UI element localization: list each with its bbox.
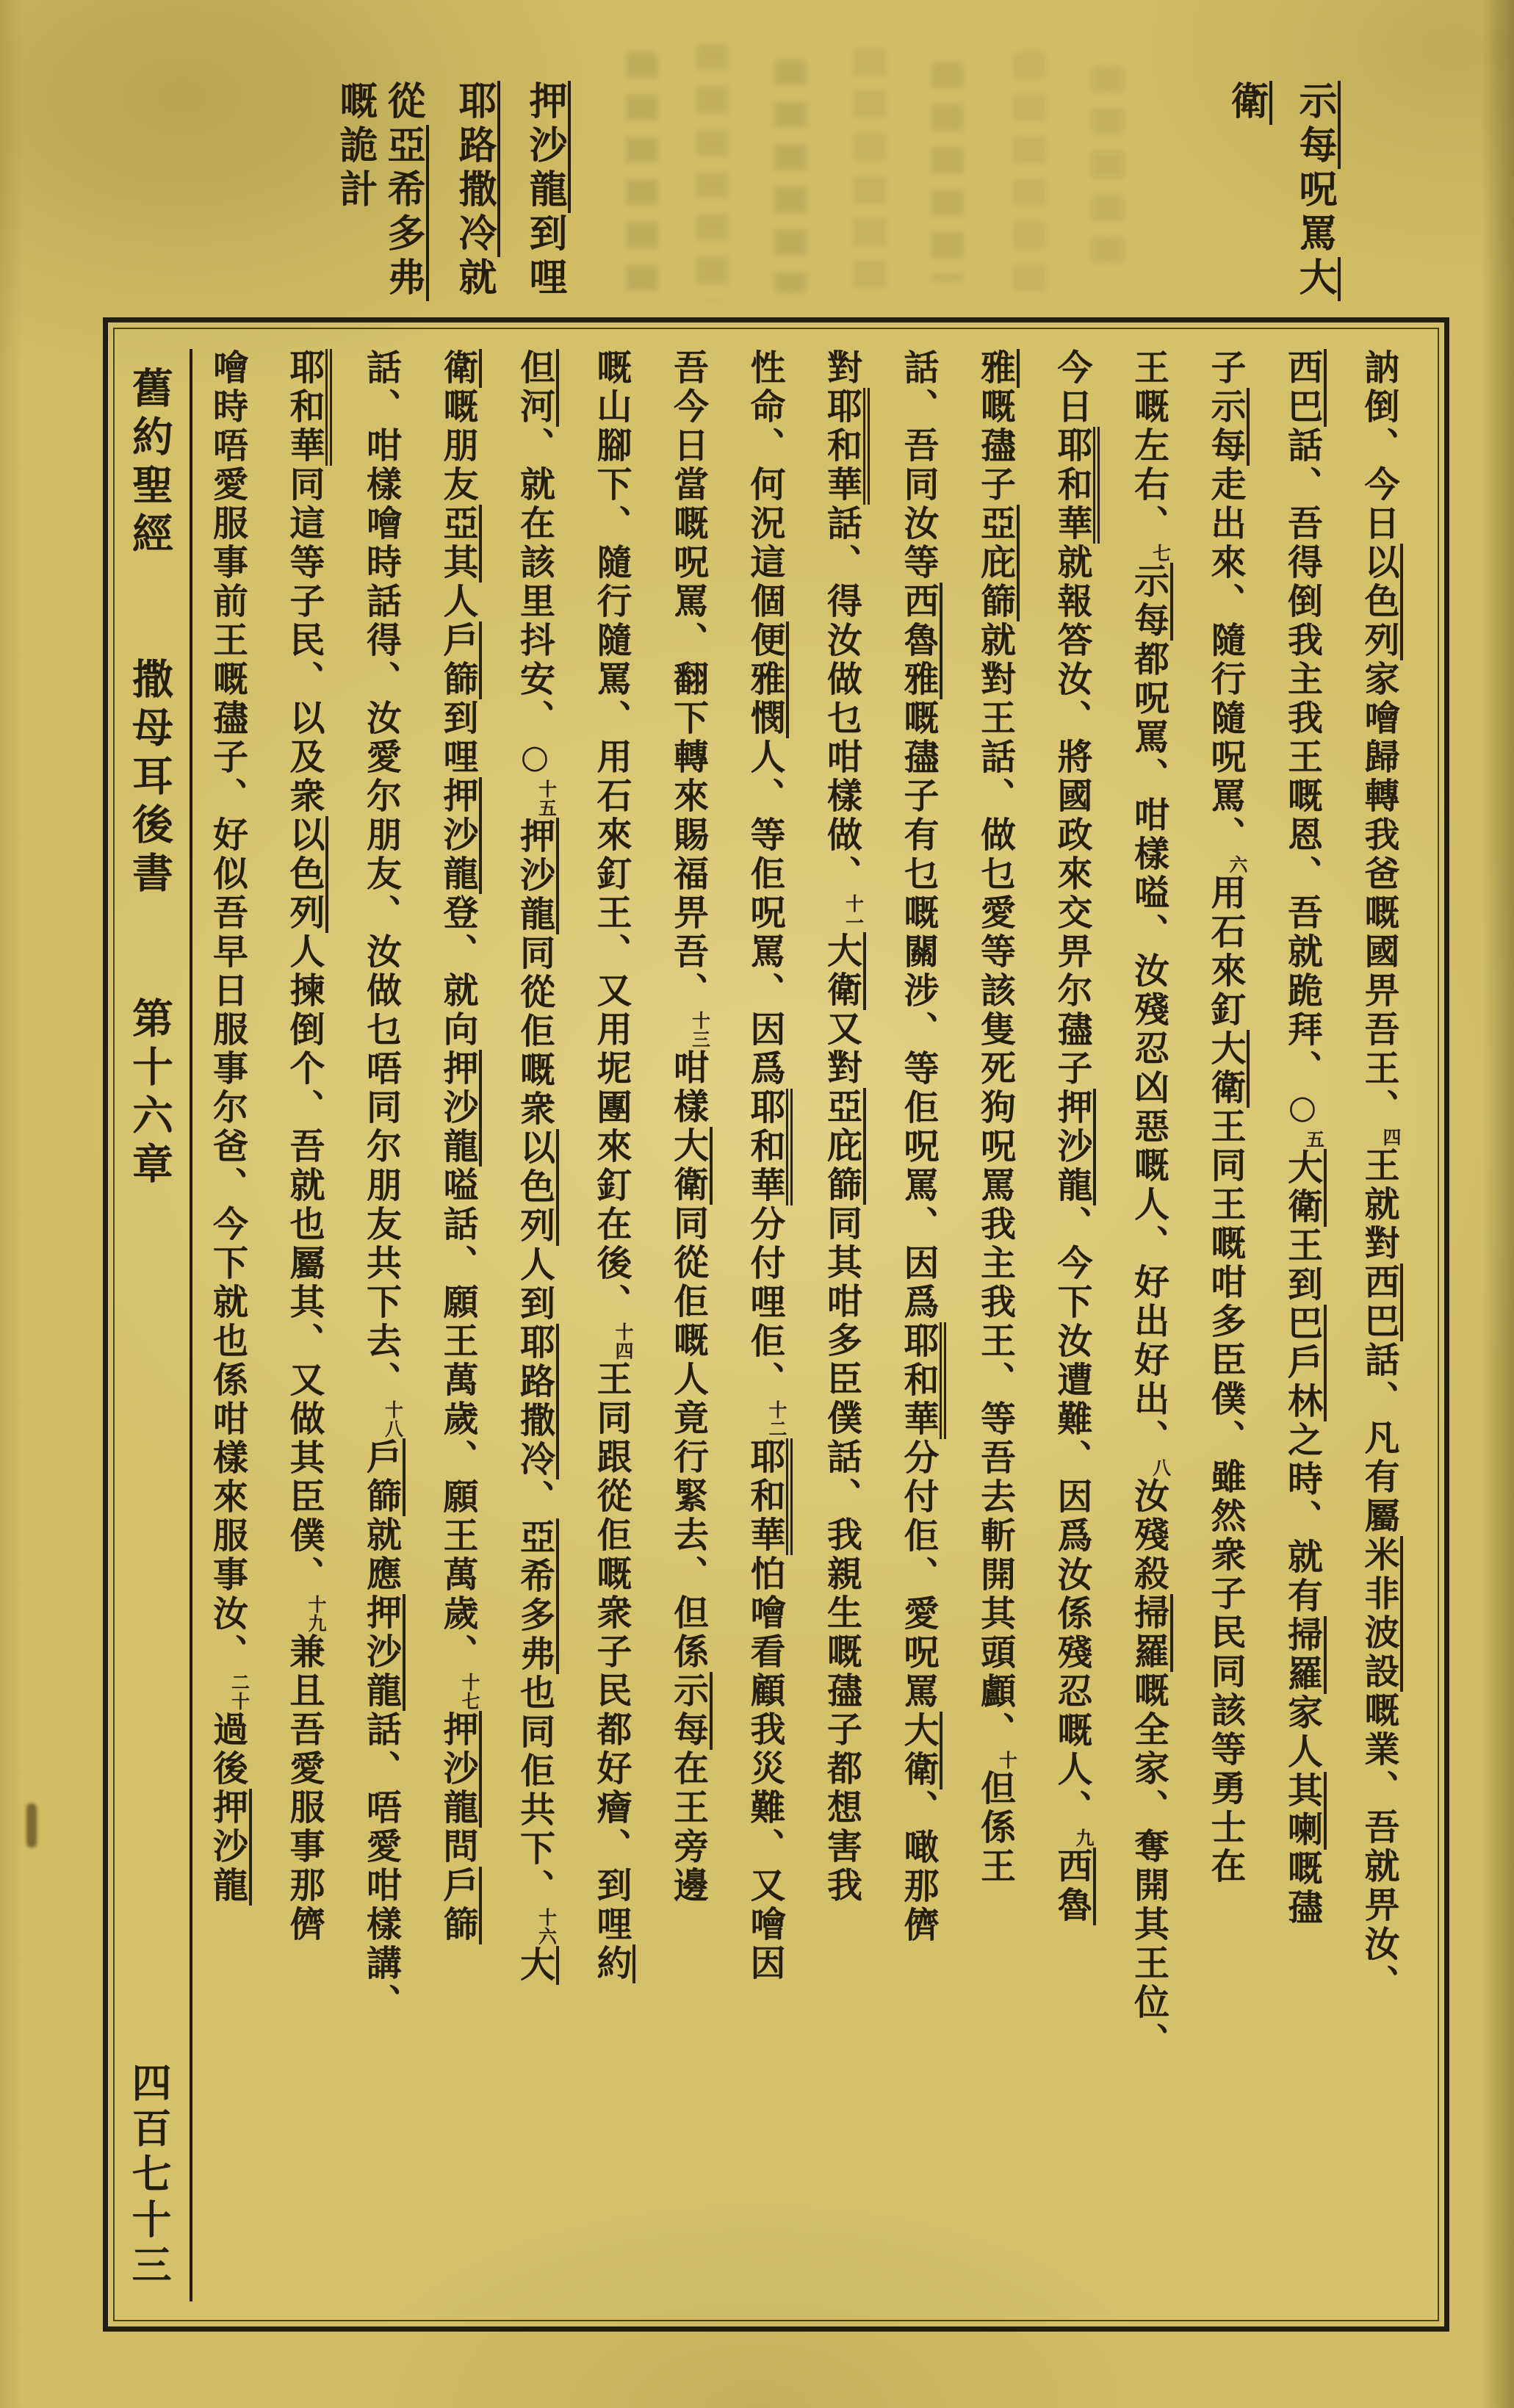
text-run: 話、吾得倒我主我王嘅恩、吾就跪拜、 [1281, 427, 1323, 1089]
deity-name-mark: 耶和華 [1051, 427, 1100, 544]
text-run: 王就對 [1358, 1147, 1399, 1264]
text-run: 同從佢嘅衆 [513, 934, 555, 1129]
text-run: 分付佢、愛呪罵 [898, 1439, 939, 1712]
proper-name-mark: 戶篩 [437, 621, 482, 699]
proper-name-mark: 衛 [1224, 81, 1272, 125]
proper-name-mark: 亞希多弗 [514, 1518, 559, 1674]
text-run: 、今下汝遭難、因爲汝係殘忍嘅人、 [1051, 1205, 1092, 1828]
ink-bleed-ghost [854, 48, 886, 298]
proper-name-mark: 押沙龍 [437, 1711, 482, 1828]
text-column-9 [729, 349, 801, 2301]
heading-column [517, 81, 572, 301]
section-circle: ○ [516, 738, 554, 779]
proper-name-mark: 戶篩 [437, 1867, 482, 1944]
text-run: 怕噲看顧我災難、又噲因 [744, 1555, 785, 1983]
proper-name-mark: 西巴 [1358, 1264, 1403, 1341]
text-run: 噲時唔愛服事前王嘅孻子、好似吾早日服事尔爸、今下就也係咁樣來服事汝、 [206, 349, 248, 1673]
text-column-15 [268, 349, 340, 2301]
proper-name-mark: 亞庇篩 [975, 505, 1020, 621]
verse-number: 十六 [536, 1908, 558, 1946]
proper-name-mark: 示每 [1128, 563, 1173, 641]
book-title: 舊約聖經 撒母耳後書 第十六章 [126, 367, 174, 1191]
proper-name-mark: 大衛 [898, 1712, 942, 1789]
ink-smudge [26, 1803, 37, 1848]
deity-name-mark: 耶和華 [898, 1322, 946, 1439]
text-run: 家噲歸轉我爸嘅國畀吾王、 [1358, 660, 1399, 1128]
ink-bleed-ghost [696, 44, 729, 301]
text-run: 問 [437, 1828, 478, 1867]
text-run: 王嘅左右、 [1128, 349, 1169, 544]
verse-number: 十八 [382, 1400, 404, 1438]
ink-bleed-ghost [1014, 51, 1046, 294]
proper-name-mark: 但河 [514, 349, 559, 427]
text-run: 話、吾同汝等 [898, 349, 939, 583]
text-run: 人、等佢呪罵、因爲 [744, 738, 785, 1089]
text-run: 到哩 [437, 699, 478, 777]
text-run: 話、唔愛咁樣講、 [360, 1711, 402, 2022]
proper-name-mark: 西魯雅 [898, 583, 942, 699]
text-run: 就對王話、做乜愛等該隻死狗呪罵我主我王、等吾去斬開其頭顱、 [974, 621, 1016, 1751]
text-run: 之時、就有 [1281, 1421, 1323, 1616]
text-column-14 [345, 349, 417, 2301]
text-column-8 [806, 349, 878, 2301]
proper-name-mark: 便雅憫 [744, 621, 789, 738]
text-run: 話、得汝做乜咁樣做、 [821, 505, 862, 894]
deity-name-mark: 耶和華 [744, 1089, 793, 1205]
verse-number: 七 [1150, 544, 1172, 563]
proper-name-mark: 大 [1292, 257, 1341, 301]
text-run: 、噉那儕 [898, 1789, 939, 1945]
text-run: 嘅朋友 [437, 388, 478, 505]
text-run: 登、就向 [437, 894, 478, 1050]
text-column-12 [499, 349, 571, 2301]
proper-name-mark: 押沙龍 [437, 777, 482, 894]
text-run: 汝殘殺 [1128, 1477, 1169, 1594]
text-run: 兼且吾愛服事那儕 [284, 1633, 325, 1944]
text-column-10 [652, 349, 724, 2301]
text-run: 都呪罵、咁樣嗌、汝殘忍凶惡嘅人、好出好出、 [1128, 641, 1169, 1458]
text-run: 嘅孻 [1281, 1850, 1323, 1928]
ink-bleed-ghost [774, 59, 807, 294]
proper-name-mark: 以色列 [1358, 544, 1403, 660]
text-run: 、就在該里抖安、 [513, 427, 555, 738]
text-run: 嗌話、願王萬歲、願王萬歲、 [437, 1167, 478, 1673]
proper-name-mark: 以色列 [284, 816, 328, 933]
page-number: 四百七十三 [126, 2062, 173, 2290]
proper-name-mark: 示每 [668, 1672, 713, 1750]
text-run: 到哩 [522, 213, 567, 301]
text-run: 就 [452, 257, 497, 301]
text-run: 走出來、隨行隨呪罵、 [1205, 466, 1246, 855]
proper-name-mark: 亞其 [437, 505, 482, 583]
text-run: 王同王嘅咁多臣僕、雖然衆子民同該等勇士在 [1205, 1108, 1246, 1886]
heading-column [328, 81, 383, 213]
proper-name-mark: 以色列 [514, 1129, 559, 1246]
text-run: 訥倒、今日 [1358, 349, 1399, 544]
text-run: 又對 [821, 1010, 862, 1088]
text-column-3 [1189, 349, 1261, 2301]
text-run: 嘅孻子有乜嘅關涉、等佢呪罵、因爲 [898, 699, 939, 1322]
text-run: 分付哩佢、 [744, 1205, 785, 1400]
text-column-13 [422, 349, 494, 2301]
text-run: 吾今日當嘅呪罵、翻下轉來賜福畀吾、 [667, 349, 709, 1011]
proper-name-mark: 耶路撒冷 [514, 1324, 559, 1479]
text-run: 就應 [360, 1516, 402, 1594]
text-run: 人 [437, 583, 478, 621]
proper-name-mark: 大衛 [1282, 1149, 1327, 1227]
text-run: 就報答汝、將國政來交畀尔孻子 [1051, 544, 1092, 1089]
text-column-1 [1343, 349, 1415, 2301]
verse-number: 八 [1150, 1458, 1172, 1477]
text-column-2 [1266, 349, 1338, 2301]
text-column-4 [1113, 349, 1185, 2301]
proper-name-mark: 大 [514, 1946, 559, 1985]
title-column [116, 349, 192, 2301]
text-column-6 [959, 349, 1031, 2301]
section-circle: ○ [1283, 1089, 1322, 1130]
proper-name-mark: 耶路撒冷 [452, 81, 500, 257]
text-run: 王同跟從佢嘅衆子民都好癐、到哩 [591, 1360, 632, 1944]
text-run: 話、咁樣噲時話得、汝愛尔朋友、汝做乜唔同尔朋友共下去、 [360, 349, 402, 1400]
text-column-7 [882, 349, 954, 2301]
proper-name-mark: 亞希多弗 [381, 125, 429, 301]
text-run: 嘅山腳下、隨行隨罵、用石來釘王、又用坭團來釘在後、 [591, 349, 632, 1322]
proper-name-mark: 示每 [1205, 388, 1250, 466]
heading-column [1287, 81, 1342, 301]
proper-name-mark: 掃羅 [1282, 1616, 1327, 1694]
verse-number: 十九 [306, 1595, 327, 1633]
text-run: 同其咁多臣僕話、我親生嘅孻子都想害我 [821, 1205, 862, 1906]
text-run: 在王旁邊 [667, 1750, 709, 1906]
verse-number: 二十 [228, 1673, 250, 1711]
deity-name-mark: 耶和華 [284, 349, 332, 466]
heading-column [375, 81, 430, 301]
proper-name-mark: 押沙龍 [437, 1050, 482, 1167]
proper-name-mark: 其喇 [1282, 1772, 1327, 1850]
verse-number: 十 [996, 1751, 1018, 1770]
text-run: 但係王 [974, 1770, 1016, 1886]
proper-name-mark: 大衛 [1205, 1030, 1250, 1108]
proper-name-mark: 西魯 [1051, 1848, 1096, 1925]
proper-name-mark: 約 [591, 1944, 635, 1983]
text-column-5 [1036, 349, 1108, 2301]
ink-bleed-ghost [931, 62, 964, 282]
text-run: 嘅詭計 [333, 81, 378, 213]
text-run: 過後 [206, 1711, 248, 1789]
proper-name-mark: 西巴 [1282, 349, 1327, 427]
verse-number: 十二 [766, 1400, 787, 1438]
verse-number: 十五 [536, 779, 558, 818]
text-run: 話、凡有屬 [1358, 1341, 1399, 1536]
text-column-11 [575, 349, 647, 2301]
proper-name-mark: 押沙龍 [514, 818, 559, 934]
text-run: 家人 [1281, 1694, 1323, 1772]
verse-number: 九 [1073, 1828, 1095, 1848]
verse-number: 十一 [843, 894, 865, 932]
proper-name-mark: 衛 [437, 349, 482, 388]
text-run: 嘅全家、奪開其王位、 [1128, 1672, 1169, 2061]
text-run: 用石來釘 [1205, 874, 1246, 1030]
proper-name-mark: 巴戶林 [1282, 1305, 1327, 1421]
deity-name-mark: 耶和華 [744, 1438, 793, 1555]
heading-column [447, 81, 502, 301]
proper-name-mark: 示每 [1292, 81, 1341, 169]
text-run: 對 [821, 349, 862, 388]
proper-name-mark: 押沙龍 [1051, 1089, 1096, 1205]
proper-name-mark: 大衛 [821, 932, 866, 1010]
proper-name-mark: 押沙龍 [361, 1594, 405, 1711]
verse-number: 六 [1227, 855, 1248, 874]
text-run: 咁樣 [667, 1049, 709, 1127]
text-run: 性命、何況這個 [744, 349, 785, 621]
text-run: 從 [381, 81, 425, 125]
text-run: 嘅業、吾就畀汝、 [1358, 1692, 1399, 2003]
ink-bleed-ghost [626, 51, 658, 294]
verse-number: 四 [1380, 1128, 1402, 1147]
text-column-16 [192, 349, 264, 2301]
text-run: 嘅孻子 [974, 388, 1016, 505]
text-run: 同從佢嘅人竟行緊去、但係 [667, 1205, 709, 1672]
proper-name-mark: 雅 [975, 349, 1020, 388]
proper-name-mark: 掃羅 [1128, 1594, 1173, 1672]
verse-number: 十三 [689, 1011, 711, 1049]
proper-name-mark: 押沙龍 [207, 1789, 252, 1906]
verse-number: 十四 [613, 1322, 634, 1360]
text-run: 同這等子民、以及衆 [284, 466, 325, 816]
proper-name-mark: 大衛 [668, 1127, 713, 1205]
deity-name-mark: 耶和華 [821, 388, 870, 505]
proper-name-mark: 押沙龍 [522, 81, 571, 213]
proper-name-mark: 亞庇篩 [821, 1088, 866, 1205]
text-run: 子 [1205, 349, 1246, 388]
heading-column [1219, 81, 1274, 125]
proper-name-mark: 戶篩 [361, 1438, 405, 1516]
text-run: 呪罵 [1292, 169, 1337, 257]
proper-name-mark: 米非波設 [1358, 1536, 1403, 1692]
text-run: 、 [513, 1479, 555, 1518]
verse-number: 十七 [459, 1673, 480, 1711]
text-run: 王到 [1281, 1227, 1323, 1305]
ink-bleed-ghost [1092, 66, 1124, 279]
page-frame [103, 317, 1449, 2332]
text-run: 人到 [513, 1246, 555, 1324]
text-run: 今日 [1051, 349, 1092, 427]
text-run: 也同佢共下、 [513, 1674, 555, 1908]
text-run: 人揀倒个、吾就也屬其、又做其臣僕、 [284, 933, 325, 1595]
scripture-text-area [120, 349, 1432, 2301]
verse-number: 五 [1303, 1130, 1325, 1149]
